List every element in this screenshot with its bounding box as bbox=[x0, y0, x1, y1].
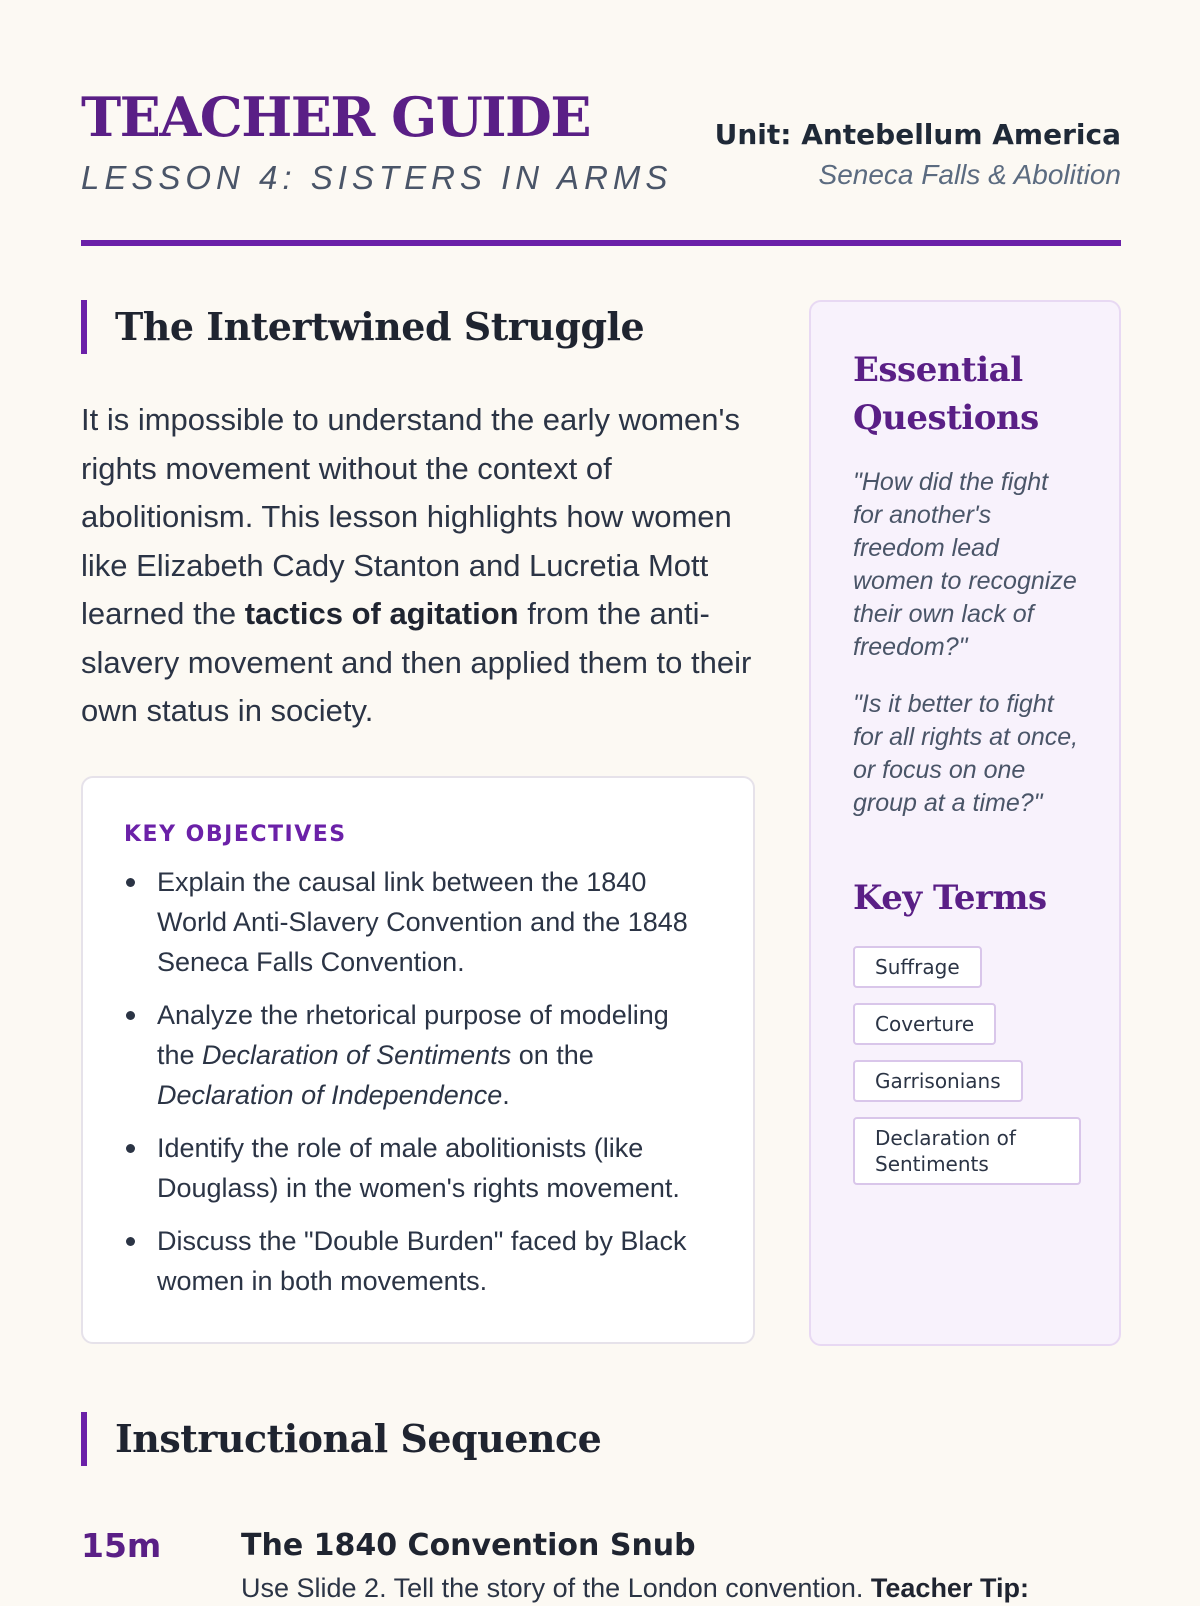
unit-info bbox=[715, 118, 1121, 192]
objective-text-mid: on the bbox=[511, 1040, 594, 1070]
header-divider bbox=[81, 240, 1121, 246]
heading-accent-bar bbox=[81, 300, 87, 354]
bullet-icon bbox=[126, 1144, 135, 1153]
objectives-list bbox=[124, 862, 713, 1301]
teacher-guide-page bbox=[81, 0, 1121, 1603]
page-header bbox=[81, 84, 1121, 204]
section-heading-sequence bbox=[81, 1412, 1121, 1466]
essential-questions-heading: Essential Questions bbox=[853, 350, 1039, 438]
bullet-icon bbox=[126, 1011, 135, 1020]
key-terms-list bbox=[853, 946, 1079, 1200]
objective-item bbox=[124, 995, 713, 1115]
sidebar-panel bbox=[809, 300, 1121, 1346]
step-description bbox=[241, 1570, 1121, 1606]
lesson-title: LESSON 4: SISTERS IN ARMS bbox=[81, 159, 673, 196]
term-tag-suffrage: Suffrage bbox=[853, 946, 982, 988]
intro-text-start: It is impossible to understand the early women's rights movement without the context of abolitionism. This lesson highlights how women like Elizabeth Cady Stanton and Lucretia Mott learned the bbox=[81, 402, 740, 631]
objective-text: Identify the role of male abolitionists (like Douglass) in the women's rights movement. bbox=[157, 1133, 680, 1203]
heading-accent-bar bbox=[81, 1412, 87, 1466]
intro-paragraph bbox=[81, 396, 755, 736]
objectives-label: KEY OBJECTIVES bbox=[124, 822, 347, 847]
objective-emphasis: Declaration of Sentiments bbox=[202, 1040, 512, 1070]
term-tag-coverture: Coverture bbox=[853, 1003, 996, 1045]
intro-text-end: from the anti-slavery movement and then applied them to their own status in society. bbox=[81, 596, 752, 728]
objective-text: Discuss the "Double Burden" faced by Black women in both movements. bbox=[157, 1226, 687, 1296]
page-title: TEACHER GUIDE bbox=[81, 85, 591, 149]
term-tag-declaration-of-sentiments: Declaration of Sentiments bbox=[853, 1117, 1081, 1185]
step-duration: 15m bbox=[81, 1526, 162, 1565]
objective-item bbox=[124, 1221, 713, 1301]
step-title: The 1840 Convention Snub bbox=[241, 1528, 696, 1563]
key-terms-heading: Key Terms bbox=[853, 878, 1047, 918]
objective-item bbox=[124, 1128, 713, 1208]
unit-label: Unit: Antebellum America bbox=[714, 118, 1121, 151]
section-heading-text: Instructional Sequence bbox=[115, 1416, 602, 1461]
objective-item bbox=[124, 862, 713, 982]
essential-question: "Is it better to fight for all rights at once, or focus on one group at a time?" bbox=[853, 690, 1079, 817]
bullet-icon bbox=[126, 878, 135, 887]
instructional-sequence bbox=[81, 1412, 1121, 1603]
term-tag-garrisonians: Garrisonians bbox=[853, 1060, 1023, 1102]
intro-bold-phrase: tactics of agitation bbox=[244, 596, 519, 631]
teacher-tip-label: Teacher Tip: bbox=[870, 1573, 1029, 1603]
objective-text-pre: Analyze the rhetorical purpose of modeling the bbox=[157, 1000, 669, 1070]
section-heading-text: The Intertwined Struggle bbox=[115, 304, 645, 349]
unit-subtitle: Seneca Falls & Abolition bbox=[818, 159, 1121, 190]
objective-emphasis: Declaration of Independence bbox=[157, 1080, 503, 1110]
section-heading-intro bbox=[81, 300, 755, 354]
objective-text: Explain the causal link between the 1840 World Anti-Slavery Convention and the 1848 Seneca Falls Convention. bbox=[157, 867, 688, 977]
main-column bbox=[81, 300, 755, 1296]
key-objectives-card bbox=[81, 776, 755, 1344]
bullet-icon bbox=[126, 1237, 135, 1246]
objective-text-post: . bbox=[502, 1080, 510, 1110]
step-description-text: Use Slide 2. Tell the story of the London convention. bbox=[241, 1573, 871, 1603]
essential-question: "How did the fight for another's freedom lead women to recognize their own lack of freedom?" bbox=[853, 468, 1077, 661]
